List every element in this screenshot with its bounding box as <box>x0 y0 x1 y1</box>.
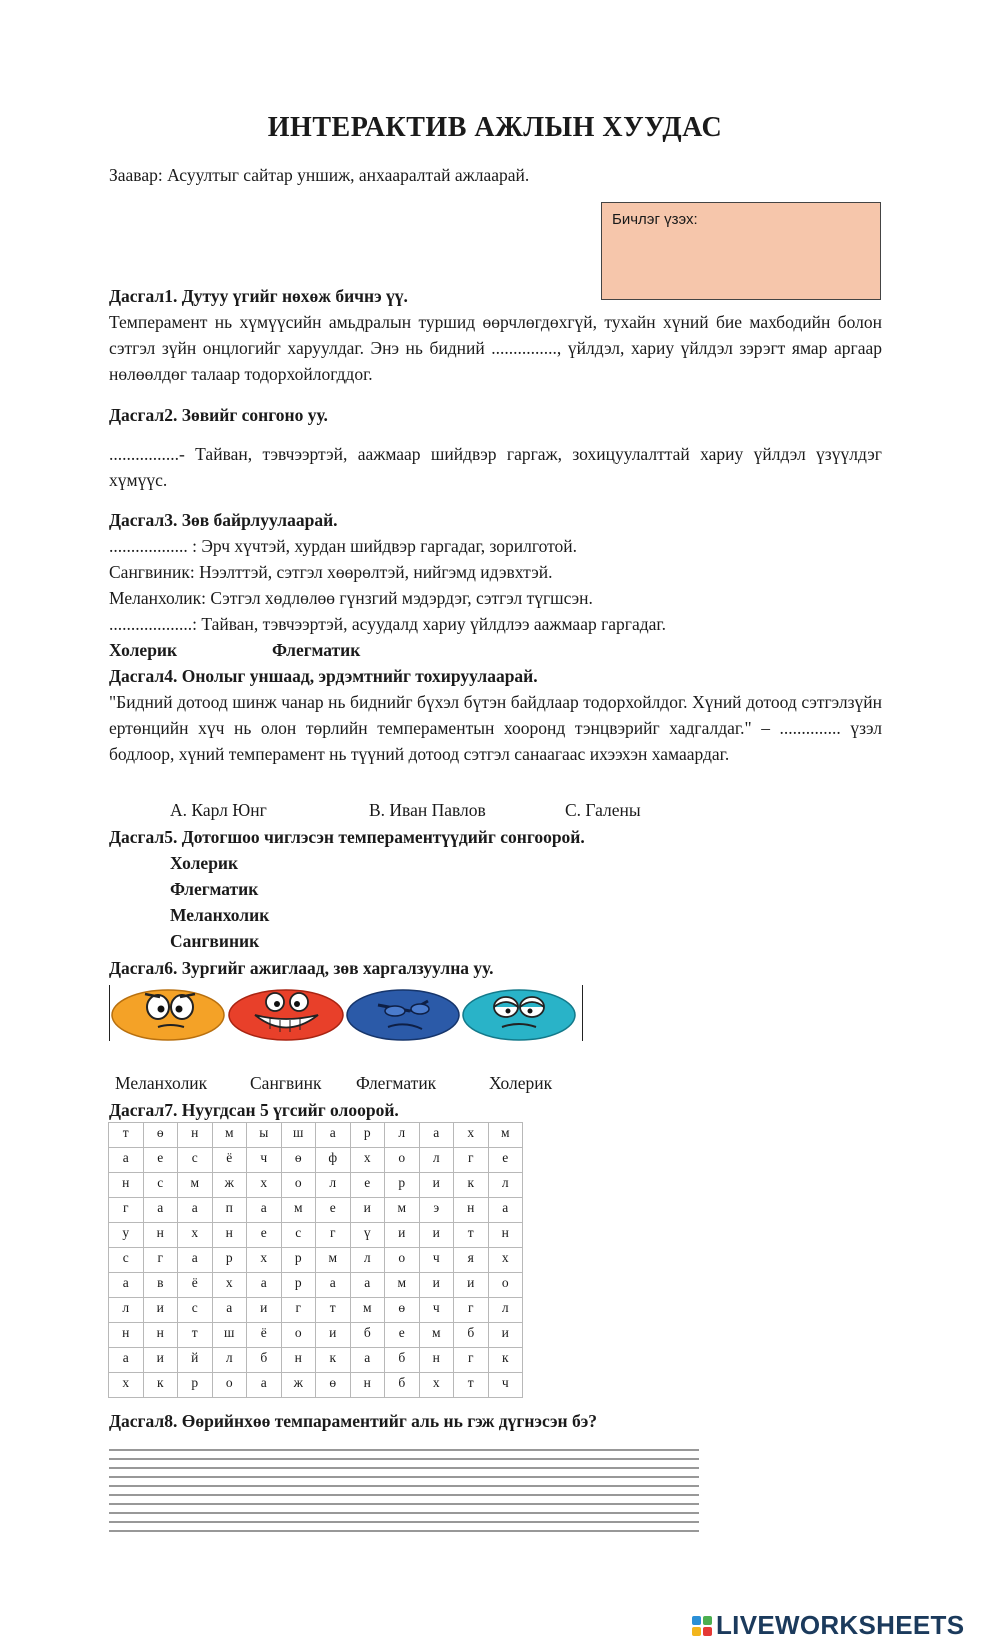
grid-cell[interactable]: к <box>454 1173 489 1198</box>
grid-cell[interactable]: г <box>454 1348 489 1373</box>
grid-cell[interactable]: н <box>281 1348 316 1373</box>
grid-cell[interactable]: м <box>281 1198 316 1223</box>
grid-cell[interactable]: с <box>178 1298 213 1323</box>
grid-cell[interactable]: а <box>316 1273 351 1298</box>
grid-cell[interactable]: р <box>350 1123 385 1148</box>
grid-cell[interactable]: а <box>350 1348 385 1373</box>
ex8-heading: Дасгал8. Өөрийнхөө темпараментийг аль нь гэж дүгнэсэн бэ? <box>109 1411 598 1431</box>
grid-row <box>109 1223 523 1248</box>
grid-cell[interactable]: м <box>385 1198 420 1223</box>
grid-cell[interactable]: и <box>247 1298 282 1323</box>
grid-cell[interactable]: н <box>143 1223 178 1248</box>
grid-cell[interactable]: о <box>385 1148 420 1173</box>
answer-lines[interactable] <box>109 1448 699 1536</box>
orange-face-icon <box>112 990 224 1040</box>
grid-cell[interactable]: л <box>488 1173 523 1198</box>
grid-cell[interactable]: в <box>143 1273 178 1298</box>
grid-cell[interactable]: л <box>488 1298 523 1323</box>
grid-cell[interactable]: м <box>316 1248 351 1273</box>
grid-cell[interactable]: и <box>488 1323 523 1348</box>
grid-cell[interactable]: г <box>281 1298 316 1323</box>
grid-cell[interactable]: е <box>143 1148 178 1173</box>
grid-cell[interactable]: с <box>143 1173 178 1198</box>
grid-cell[interactable]: н <box>212 1223 247 1248</box>
grid-cell[interactable]: о <box>488 1273 523 1298</box>
grid-cell[interactable]: и <box>143 1298 178 1323</box>
grid-cell[interactable]: м <box>350 1298 385 1323</box>
grid-cell[interactable]: х <box>454 1123 489 1148</box>
grid-cell[interactable]: н <box>350 1373 385 1398</box>
grid-cell[interactable]: а <box>419 1123 454 1148</box>
ex5-heading: Дасгал5. Дотогшоо чиглэсэн темпераментүүдийг сонгоорой. <box>109 827 585 847</box>
recording-box-label: Бичлэг үзэх: <box>612 211 698 228</box>
ex3-line-4[interactable]: ...................: Тайван, тэвчээртэй, асуудалд хариу үйлдлээ аажмаар гаргадаг. <box>109 614 666 634</box>
grid-cell[interactable]: о <box>281 1173 316 1198</box>
grid-cell[interactable]: т <box>454 1373 489 1398</box>
ex1-text: Темперамент нь хүмүүсийн амьдралын туршид өөрчлөгдөхгүй, тухайн хүний бие махбодийн болон сэтгэл зүйн онцлогийг харуулдаг. Энэ нь бидний ..............., үйлдэл, хариу үйлдэл зэрэгт ямар аргаар нөлөөлдөг талаар тодорхойлогддог. <box>109 312 882 384</box>
grid-cell[interactable]: л <box>385 1123 420 1148</box>
ex3-option-choleric[interactable]: Холерик <box>109 640 178 660</box>
grid-cell[interactable]: ж <box>281 1373 316 1398</box>
grid-cell[interactable]: ж <box>212 1173 247 1198</box>
grid-cell[interactable]: и <box>143 1348 178 1373</box>
liveworksheets-logo <box>692 1610 964 1641</box>
grid-cell[interactable]: а <box>316 1123 351 1148</box>
grid-row <box>109 1148 523 1173</box>
grid-cell[interactable]: а <box>109 1348 144 1373</box>
ex3-line-1[interactable]: .................. : Эрч хүчтэй, хурдан шийдвэр гаргадаг, зорилготой. <box>109 536 578 556</box>
grid-row <box>109 1373 523 1398</box>
grid-cell[interactable]: е <box>350 1173 385 1198</box>
grid-cell[interactable]: а <box>178 1248 213 1273</box>
grid-cell[interactable]: и <box>419 1173 454 1198</box>
grid-cell[interactable]: а <box>212 1298 247 1323</box>
grid-cell[interactable]: х <box>178 1223 213 1248</box>
grid-cell[interactable]: е <box>316 1198 351 1223</box>
grid-cell[interactable]: х <box>109 1373 144 1398</box>
grid-cell[interactable]: ф <box>316 1148 351 1173</box>
grid-cell[interactable]: н <box>454 1198 489 1223</box>
grid-row <box>109 1248 523 1273</box>
grid-cell[interactable]: ш <box>281 1123 316 1148</box>
red-face-icon <box>229 990 343 1040</box>
grid-cell[interactable]: ч <box>247 1148 282 1173</box>
grid-cell[interactable]: а <box>247 1198 282 1223</box>
grid-cell[interactable]: и <box>385 1223 420 1248</box>
ex6-label-4[interactable]: Холерик <box>489 1073 553 1093</box>
grid-cell[interactable]: а <box>109 1148 144 1173</box>
grid-cell[interactable]: х <box>247 1173 282 1198</box>
grid-cell[interactable]: р <box>178 1373 213 1398</box>
grid-cell[interactable]: о <box>281 1323 316 1348</box>
ex5-option-choleric[interactable]: Холерик <box>170 853 239 873</box>
grid-cell[interactable]: к <box>143 1373 178 1398</box>
grid-cell[interactable]: ч <box>488 1373 523 1398</box>
grid-cell[interactable]: л <box>109 1298 144 1323</box>
grid-cell[interactable]: о <box>212 1373 247 1398</box>
ex5-option-melancholic[interactable]: Меланхолик <box>170 905 270 925</box>
grid-cell[interactable]: л <box>212 1348 247 1373</box>
grid-cell[interactable]: у <box>109 1223 144 1248</box>
ex6-label-3[interactable]: Флегматик <box>356 1073 437 1093</box>
grid-cell[interactable]: ө <box>316 1373 351 1398</box>
ex3-line-3: Меланхолик: Сэтгэл хөдлөлөө гүнзгий мэдэрдэг, сэтгэл түгшсэн. <box>109 588 593 608</box>
grid-cell[interactable]: г <box>454 1148 489 1173</box>
grid-row <box>109 1198 523 1223</box>
grid-cell[interactable]: и <box>350 1198 385 1223</box>
grid-cell[interactable]: м <box>419 1323 454 1348</box>
grid-cell[interactable]: б <box>247 1348 282 1373</box>
grid-cell[interactable]: ө <box>385 1298 420 1323</box>
grid-cell[interactable]: х <box>488 1248 523 1273</box>
grid-cell[interactable]: с <box>281 1223 316 1248</box>
ex2-text: ................- Тайван, тэвчээртэй, аажмаар шийдвэр гаргаж, зохицуулалттай хариу үйлдэл үзүүлдэг хүмүүс. <box>109 444 882 490</box>
page-title: ИНТЕРАКТИВ АЖЛЫН ХУУДАС <box>267 112 723 143</box>
grid-cell[interactable]: а <box>488 1198 523 1223</box>
blue-face-icon <box>347 990 459 1040</box>
instruction-text: Заавар: Асуултыг сайтар унш​иж, анхааралтай ажлаарай. <box>109 165 530 185</box>
grid-cell[interactable]: а <box>109 1273 144 1298</box>
grid-cell[interactable]: ы <box>247 1123 282 1148</box>
grid-cell[interactable]: х <box>350 1148 385 1173</box>
grid-row <box>109 1273 523 1298</box>
ex5-option-sanguine[interactable]: Сангвиник <box>170 931 260 951</box>
grid-cell[interactable]: г <box>143 1248 178 1273</box>
grid-row <box>109 1173 523 1198</box>
grid-row <box>109 1323 523 1348</box>
grid-cell[interactable]: н <box>109 1173 144 1198</box>
grid-cell[interactable]: м <box>212 1123 247 1148</box>
grid-cell[interactable]: б <box>385 1348 420 1373</box>
grid-cell[interactable]: й <box>178 1348 213 1373</box>
grid-cell[interactable]: и <box>316 1323 351 1348</box>
grid-cell[interactable]: ч <box>419 1298 454 1323</box>
faces-strip <box>109 985 583 1041</box>
ex2-heading: Дасгал2. Зөвийг сонгоно уу. <box>109 405 328 425</box>
grid-cell[interactable]: б <box>454 1323 489 1348</box>
ex1-heading: Дасгал1. Дутуу үгийг нөхөж бичнэ үү. <box>109 286 408 306</box>
grid-cell[interactable]: я <box>454 1248 489 1273</box>
grid-cell[interactable]: л <box>419 1148 454 1173</box>
ex3-line-2: Сангвиник: Нээлттэй, сэтгэл хөөрөлтэй, нийгэмд идэвхтэй. <box>109 562 553 582</box>
word-search-grid[interactable] <box>108 1122 523 1398</box>
grid-cell[interactable]: е <box>247 1223 282 1248</box>
grid-cell[interactable]: р <box>212 1248 247 1273</box>
ex4-option-c[interactable]: С. Галены <box>565 800 641 820</box>
grid-cell[interactable]: а <box>247 1373 282 1398</box>
grid-cell[interactable]: б <box>350 1323 385 1348</box>
grid-cell[interactable]: т <box>316 1298 351 1323</box>
ex3-option-phlegmatic[interactable]: Флегматик <box>272 640 361 660</box>
grid-row <box>109 1298 523 1323</box>
grid-cell[interactable]: н <box>143 1323 178 1348</box>
grid-cell[interactable]: е <box>385 1323 420 1348</box>
grid-cell[interactable]: м <box>385 1273 420 1298</box>
grid-cell[interactable]: а <box>247 1273 282 1298</box>
brand-name: LIVEWORKSHEETS <box>716 1610 965 1640</box>
ex4-heading: Дасгал4. Онолыг уншаад, эрдэмтнийг тохируулаарай. <box>109 666 538 686</box>
grid-cell[interactable]: н <box>488 1223 523 1248</box>
grid-cell[interactable]: ё <box>212 1148 247 1173</box>
grid-cell[interactable]: э <box>419 1198 454 1223</box>
grid-cell[interactable]: г <box>109 1198 144 1223</box>
grid-cell[interactable]: а <box>178 1198 213 1223</box>
grid-cell[interactable]: ө <box>281 1148 316 1173</box>
grid-cell[interactable]: р <box>281 1273 316 1298</box>
grid-cell[interactable]: г <box>454 1298 489 1323</box>
grid-cell[interactable]: н <box>109 1323 144 1348</box>
grid-cell[interactable]: т <box>454 1223 489 1248</box>
grid-cell[interactable]: п <box>212 1198 247 1223</box>
grid-cell[interactable]: е <box>488 1148 523 1173</box>
ex5-option-phlegmatic[interactable]: Флегматик <box>170 879 259 899</box>
cyan-face-icon <box>463 990 575 1040</box>
grid-cell[interactable]: ё <box>247 1323 282 1348</box>
ex7-heading: Дасгал7. Нуугдсан 5 үгсийг олоорой. <box>109 1100 399 1120</box>
ex6-label-2[interactable]: Сангвинк <box>250 1073 322 1093</box>
grid-cell[interactable]: х <box>419 1373 454 1398</box>
ex6-heading: Дасгал6. Зургийг ажиглаад, зөв харгалзуулна уу. <box>109 958 494 978</box>
grid-row <box>109 1123 523 1148</box>
grid-cell[interactable]: с <box>109 1248 144 1273</box>
grid-cell[interactable]: л <box>350 1248 385 1273</box>
grid-cell[interactable]: ч <box>419 1248 454 1273</box>
grid-row <box>109 1348 523 1373</box>
grid-cell[interactable]: б <box>385 1373 420 1398</box>
ex3-heading: Дасгал3. Зөв байрлуулаарай. <box>109 510 338 530</box>
grid-cell[interactable]: к <box>488 1348 523 1373</box>
grid-cell[interactable]: т <box>178 1323 213 1348</box>
ex4-text: "Бидний дотоод шинж чанар нь биднийг бүхэл бүтэн байдлаар тодорхойлдог. Хүний дотоод сэтгэлзүйн ертөнцийн хүч нь олон төрлийн темпераментын хооронд тэнцвэрийг хадгалдаг." – .............. үзэл бодлоор, хүний темперамент нь түүний дотоод сэтгэл санаагаас ихээхэн хамаардаг. <box>109 692 882 764</box>
grid-cell[interactable]: с <box>178 1148 213 1173</box>
grid-cell[interactable]: а <box>143 1198 178 1223</box>
grid-cell[interactable]: х <box>247 1248 282 1273</box>
recording-box[interactable] <box>601 202 881 300</box>
grid-cell[interactable]: и <box>419 1223 454 1248</box>
ex4-option-a[interactable]: А. Карл Юнг <box>170 800 267 820</box>
grid-cell[interactable]: р <box>281 1248 316 1273</box>
brand-mark-icon <box>692 1616 712 1636</box>
grid-cell[interactable]: н <box>178 1123 213 1148</box>
grid-cell[interactable]: к <box>316 1348 351 1373</box>
grid-cell[interactable]: о <box>385 1248 420 1273</box>
ex4-option-b[interactable]: В. Иван Павлов <box>369 800 486 820</box>
grid-cell[interactable]: т <box>109 1123 144 1148</box>
grid-cell[interactable]: ө <box>143 1123 178 1148</box>
ex6-label-1[interactable]: Меланхолик <box>115 1073 208 1093</box>
grid-cell[interactable]: и <box>419 1273 454 1298</box>
grid-cell[interactable]: и <box>454 1273 489 1298</box>
grid-cell[interactable]: м <box>178 1173 213 1198</box>
grid-cell[interactable]: л <box>316 1173 351 1198</box>
grid-cell[interactable]: ү <box>350 1223 385 1248</box>
grid-cell[interactable]: ш <box>212 1323 247 1348</box>
grid-cell[interactable]: х <box>212 1273 247 1298</box>
grid-cell[interactable]: н <box>419 1348 454 1373</box>
grid-cell[interactable]: р <box>385 1173 420 1198</box>
grid-cell[interactable]: а <box>350 1273 385 1298</box>
grid-cell[interactable]: г <box>316 1223 351 1248</box>
grid-cell[interactable]: м <box>488 1123 523 1148</box>
grid-cell[interactable]: ё <box>178 1273 213 1298</box>
